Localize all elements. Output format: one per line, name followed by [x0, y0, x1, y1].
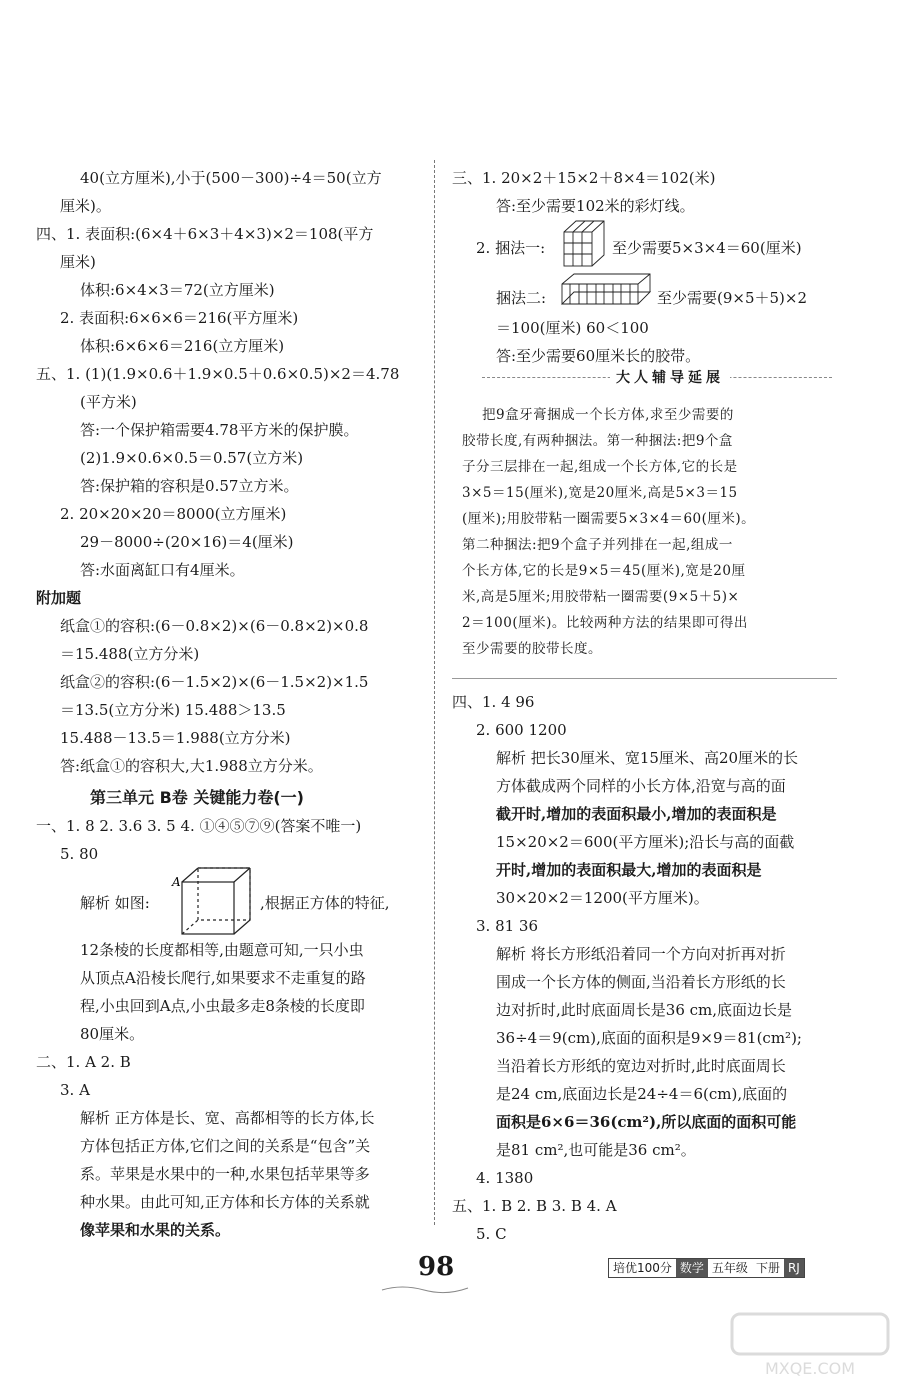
- analysis-line: 当沿着长方形纸的宽边对折时,此时底面周长: [496, 1057, 786, 1075]
- badge-subject: 数学: [676, 1259, 708, 1277]
- text-line: ＝15.488(立方分米): [60, 645, 200, 663]
- text-line: 3. 81 36: [476, 917, 539, 935]
- text-line: 四、1. 表面积:(6×4＋6×3＋4×3)×2＝108(平方: [36, 225, 374, 243]
- tutor-box-divider: [452, 678, 837, 679]
- box-text: (厘米);用胶带粘一圈需要5×3×4＝60(厘米)。: [462, 511, 756, 527]
- section-title: 第三单元 B卷 关键能力卷(一): [90, 788, 304, 807]
- text-line: 至少需要(9×5＋5)×2: [657, 289, 808, 307]
- text-line: 一、1. 8 2. 3.6 3. 5 4. ①④⑤⑦⑨(答案不唯一): [36, 817, 362, 835]
- box-text: 3×5＝15(厘米),宽是20厘米,高是5×3＝15: [462, 485, 738, 501]
- tutor-box-label: 大人辅导延展: [610, 365, 730, 389]
- text-line: 2. 600 1200: [476, 721, 567, 739]
- analysis-line: 程,小虫回到A点,小虫最多走8条棱的长度即: [80, 997, 365, 1015]
- badge-edition: RJ: [784, 1259, 804, 1277]
- text-line: 答:至少需要102米的彩灯线。: [496, 197, 695, 215]
- badge-volume: 下册: [755, 1261, 780, 1275]
- text-line: 5. C: [476, 1225, 507, 1243]
- text-line: 15.488－13.5＝1.988(立方分米): [60, 729, 291, 747]
- analysis-line: 是81 cm²,也可能是36 cm²。: [496, 1141, 696, 1159]
- box-text: 至少需要的胶带长度。: [462, 641, 602, 657]
- analysis-line: 解析 把长30厘米、宽15厘米、高20厘米的长: [496, 749, 799, 767]
- text-line: 至少需要5×3×4＝60(厘米): [612, 239, 802, 257]
- text-line: 纸盒①的容积:(6－0.8×2)×(6－0.8×2)×0.8: [60, 617, 369, 635]
- wave-ornament: [380, 1282, 470, 1294]
- analysis-line: ,根据正方体的特征,: [260, 894, 390, 912]
- text-line: 答:保护箱的容积是0.57立方米。: [80, 477, 299, 495]
- box-text: 个长方体,它的长是9×5＝45(厘米),宽是20厘: [462, 563, 746, 579]
- column-divider: [434, 160, 435, 1225]
- analysis-line: 截开时,增加的表面积最小,增加的表面积是: [496, 805, 777, 823]
- analysis-line: 边对折时,此时底面周长是36 cm,底面边长是: [496, 1001, 793, 1019]
- text-line: 体积:6×6×6＝216(立方厘米): [80, 337, 285, 355]
- tutor-box-header: [482, 370, 832, 396]
- box-text: 第二种捆法:把9个盒子并列排在一起,组成一: [462, 537, 733, 553]
- box-text: 把9盒牙膏捆成一个长方体,求至少需要的: [482, 407, 734, 423]
- text-line: 答:水面离缸口有4厘米。: [80, 561, 245, 579]
- badge-series: 培优100分: [613, 1261, 672, 1275]
- cube-vertex-label: A: [172, 875, 181, 889]
- analysis-line: 解析 如图:: [80, 894, 150, 912]
- analysis-line: 系。苹果是水果中的一种,水果包括苹果等多: [80, 1165, 370, 1183]
- text-line: 四、1. 4 96: [452, 693, 535, 711]
- cube-figure: [170, 860, 260, 940]
- extra-question-heading: 附加题: [36, 589, 82, 607]
- text-line: 厘米): [60, 253, 96, 271]
- text-line: 2. 表面积:6×6×6＝216(平方厘米): [60, 309, 299, 327]
- text-line: ＝100(厘米) 60＜100: [496, 319, 649, 337]
- text-line: 4. 1380: [476, 1169, 534, 1187]
- analysis-line: 像苹果和水果的关系。: [80, 1221, 231, 1239]
- analysis-line: 种水果。由此可知,正方体和长方体的关系就: [80, 1193, 370, 1211]
- text-line: 答:纸盒①的容积大,大1.988立方分米。: [60, 757, 323, 775]
- box-text: 胶带长度,有两种捆法。第一种捆法:把9个盒: [462, 433, 733, 449]
- box-text: 米,高是5厘米;用胶带粘一圈需要(9×5＋5)×: [462, 589, 740, 605]
- text-line: 二、1. A 2. B: [36, 1053, 131, 1071]
- svg-text:MXQE.COM: MXQE.COM: [764, 1359, 856, 1378]
- analysis-line: 80厘米。: [80, 1025, 145, 1043]
- text-line: (2)1.9×0.6×0.5＝0.57(立方米): [80, 449, 304, 467]
- text-line: 5. 80: [60, 845, 99, 863]
- text-line: 纸盒②的容积:(6－1.5×2)×(6－1.5×2)×1.5: [60, 673, 369, 691]
- analysis-line: 解析 正方体是长、宽、高都相等的长方体,长: [80, 1109, 375, 1127]
- page-number: 98: [418, 1252, 455, 1282]
- analysis-line: 方体包括正方体,它们之间的关系是“包含”关: [80, 1137, 371, 1155]
- text-line: (平方米): [80, 393, 137, 411]
- text-line: 答:一个保护箱需要4.78平方米的保护膜。: [80, 421, 359, 439]
- box-stack-figure: [562, 218, 606, 268]
- analysis-line: 方体截成两个同样的小长方体,沿宽与高的面: [496, 777, 786, 795]
- badge-grade: 五年级: [711, 1261, 748, 1275]
- box-row-figure: [560, 272, 652, 312]
- analysis-line: 面积是6×6＝36(cm²),所以底面的面积可能: [496, 1113, 797, 1131]
- page-footer: [0, 1250, 900, 1310]
- text-line: 2. 20×20×20＝8000(立方厘米): [60, 505, 287, 523]
- text-line: 2. 捆法一:: [476, 239, 546, 257]
- box-text: 子分三层排在一起,组成一个长方体,它的长是: [462, 459, 738, 475]
- text-line: 五、1. B 2. B 3. B 4. A: [452, 1197, 617, 1215]
- text-line: 体积:6×4×3＝72(立方厘米): [80, 281, 275, 299]
- text-line: 捆法二:: [496, 289, 547, 307]
- text-line: 3. A: [60, 1081, 90, 1099]
- book-badge: [608, 1258, 805, 1278]
- text-line: 三、1. 20×2＋15×2＋8×4＝102(米): [452, 169, 716, 187]
- text-line: ＝13.5(立方分米) 15.488＞13.5: [60, 701, 286, 719]
- analysis-line: 是24 cm,底面边长是24÷4＝6(cm),底面的: [496, 1085, 788, 1103]
- text-line: 29－8000÷(20×16)＝4(厘米): [80, 533, 294, 551]
- text-line: 40(立方厘米),小于(500－300)÷4＝50(立方: [80, 169, 382, 187]
- watermark-logo: [730, 1312, 890, 1382]
- analysis-line: 12条棱的长度都相等,由题意可知,一只小虫: [80, 941, 364, 959]
- analysis-line: 36÷4＝9(cm),底面的面积是9×9＝81(cm²);: [496, 1029, 802, 1047]
- analysis-line: 从顶点A沿棱长爬行,如果要求不走重复的路: [80, 969, 366, 987]
- analysis-line: 开时,增加的表面积最大,增加的表面积是: [496, 861, 762, 879]
- box-text: 2＝100(厘米)。比较两种方法的结果即可得出: [462, 615, 748, 631]
- analysis-line: 15×20×2＝600(平方厘米);沿长与高的面截: [496, 833, 795, 851]
- text-line: 五、1. (1)(1.9×0.6＋1.9×0.5＋0.6×0.5)×2＝4.78: [36, 365, 400, 383]
- analysis-line: 30×20×2＝1200(平方厘米)。: [496, 889, 709, 907]
- text-line: 答:至少需要60厘米长的胶带。: [496, 347, 701, 365]
- analysis-line: 围成一个长方体的侧面,当沿着长方形纸的长: [496, 973, 786, 991]
- analysis-line: 解析 将长方形纸沿着同一个方向对折再对折: [496, 945, 786, 963]
- text-line: 厘米)。: [60, 197, 111, 215]
